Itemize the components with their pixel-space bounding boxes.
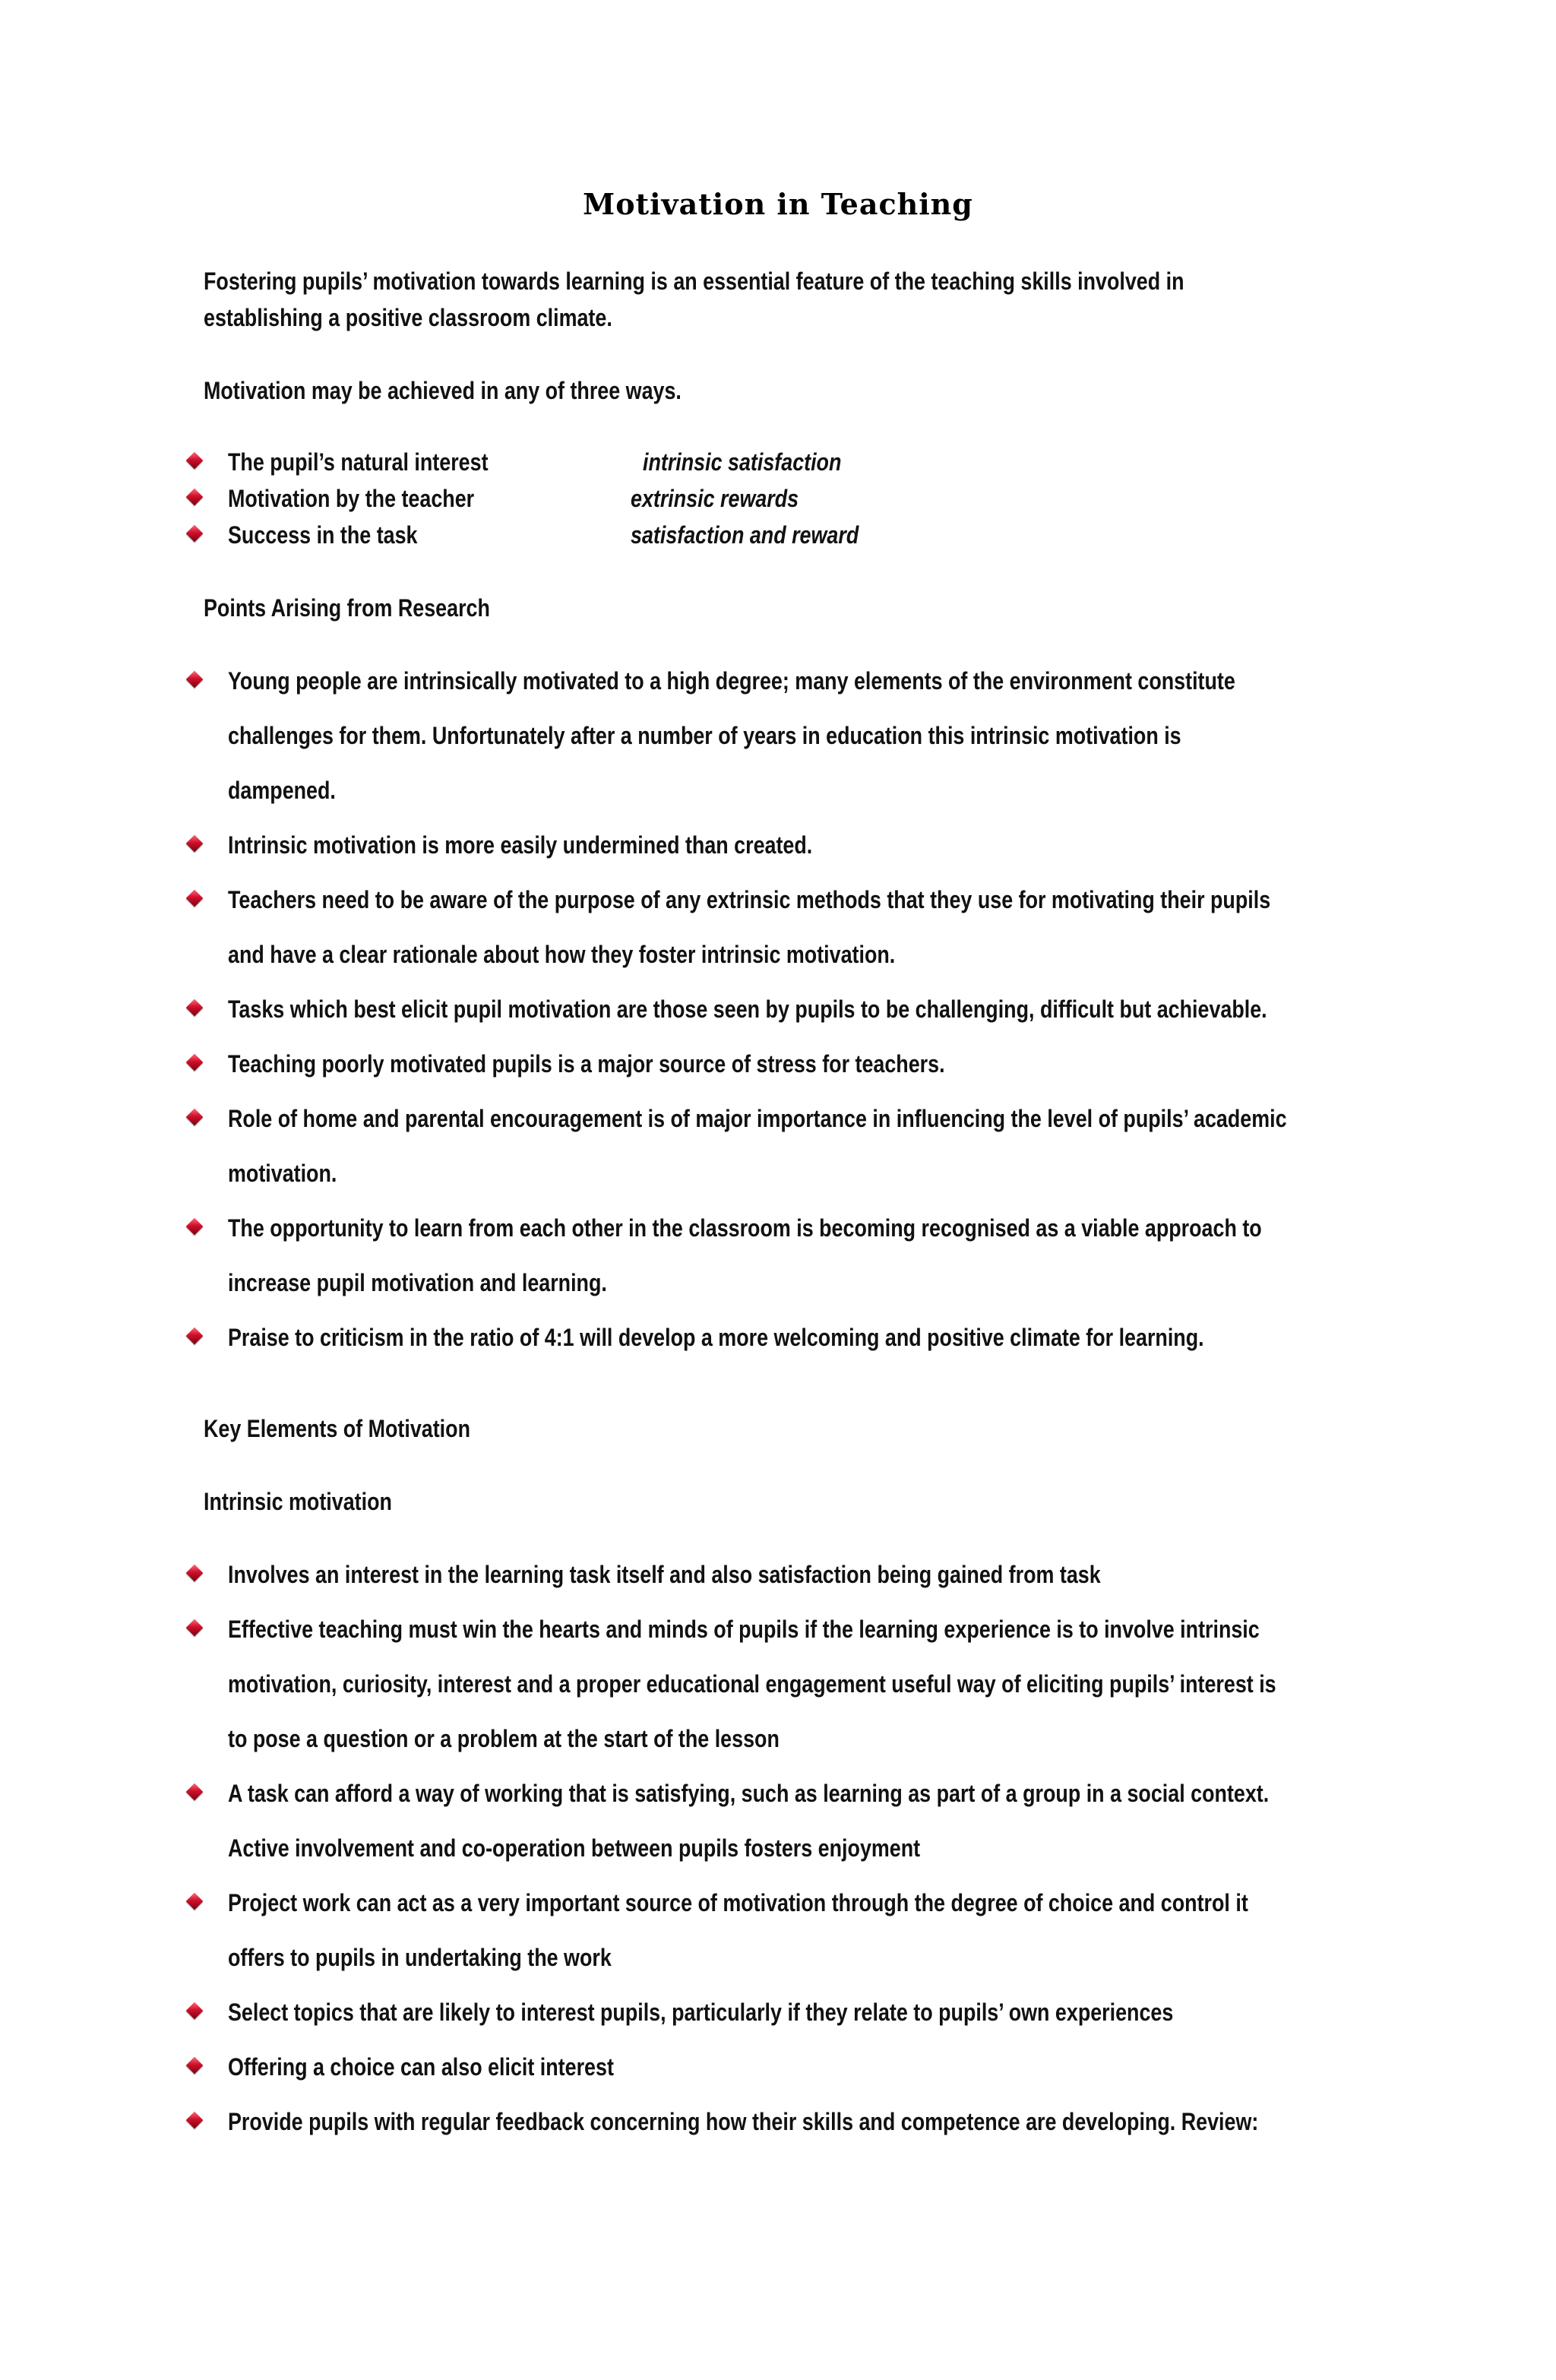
- intrinsic-point-line: A task can afford a way of working that is satisfying, such as learning as part of a group in a social context.: [228, 1780, 1270, 1807]
- red-diamond-bullet-icon: [186, 489, 204, 506]
- page-title: Motivation in Teaching: [583, 187, 973, 221]
- ways-item-label: The pupil’s natural interest: [228, 448, 489, 476]
- intrinsic-heading: Intrinsic motivation: [204, 1488, 392, 1515]
- red-diamond-bullet-icon: [186, 1783, 204, 1801]
- research-point-line: motivation.: [228, 1160, 337, 1187]
- red-diamond-bullet-icon: [186, 2002, 204, 2020]
- intrinsic-point-line: to pose a question or a problem at the start of the lesson: [228, 1725, 780, 1752]
- key-elements-heading: Key Elements of Motivation: [204, 1415, 470, 1442]
- intrinsic-point-line: motivation, curiosity, interest and a proper educational engagement useful way of eliciting pupils’ interest is: [228, 1670, 1276, 1698]
- intrinsic-point-line: Effective teaching must win the hearts and minds of pupils if the learning experience is to involve intrinsic: [228, 1616, 1260, 1643]
- ways-item-label: Motivation by the teacher: [228, 485, 475, 512]
- red-diamond-bullet-icon: [186, 1328, 204, 1345]
- intrinsic-point-line: Provide pupils with regular feedback concerning how their skills and competence are developing. Review:: [228, 2108, 1259, 2135]
- red-diamond-bullet-icon: [186, 1893, 204, 1910]
- red-diamond-bullet-icon: [186, 1054, 204, 1071]
- red-diamond-bullet-icon: [186, 1109, 204, 1126]
- red-diamond-bullet-icon: [186, 890, 204, 907]
- red-diamond-bullet-icon: [186, 671, 204, 688]
- research-point-line: Praise to criticism in the ratio of 4:1 will develop a more welcoming and positive climate for learning.: [228, 1324, 1204, 1351]
- intrinsic-point-line: Select topics that are likely to interest pupils, particularly if they relate to pupils’ own experiences: [228, 1999, 1174, 2026]
- ways-item-result: satisfaction and reward: [631, 521, 859, 549]
- intrinsic-point-line: offers to pupils in undertaking the work: [228, 1944, 612, 1971]
- research-point-line: Teachers need to be aware of the purpose of any extrinsic methods that they use for motivating their pupils: [228, 886, 1271, 913]
- red-diamond-bullet-icon: [186, 1218, 204, 1236]
- ways-item-result: intrinsic satisfaction: [643, 448, 842, 476]
- red-diamond-bullet-icon: [186, 525, 204, 543]
- intrinsic-point-line: Active involvement and co-operation between pupils fosters enjoyment: [228, 1834, 921, 1862]
- red-diamond-bullet-icon: [186, 999, 204, 1017]
- research-point-line: and have a clear rationale about how they foster intrinsic motivation.: [228, 941, 896, 968]
- research-point-line: The opportunity to learn from each other in the classroom is becoming recognised as a viable approach to: [228, 1214, 1262, 1242]
- red-diamond-bullet-icon: [186, 835, 204, 853]
- intro-line-1: Fostering pupils’ motivation towards learning is an essential feature of the teaching skills involved in: [204, 267, 1184, 295]
- red-diamond-bullet-icon: [186, 2112, 204, 2129]
- ways-intro: Motivation may be achieved in any of three ways.: [204, 377, 682, 404]
- intrinsic-point-line: Involves an interest in the learning task itself and also satisfaction being gained from task: [228, 1561, 1101, 1588]
- research-point-line: challenges for them. Unfortunately after a number of years in education this intrinsic motivation is: [228, 722, 1181, 749]
- red-diamond-bullet-icon: [186, 1619, 204, 1637]
- research-point-line: Intrinsic motivation is more easily undermined than created.: [228, 831, 813, 859]
- intrinsic-point-line: Project work can act as a very important source of motivation through the degree of choice and control it: [228, 1889, 1248, 1916]
- intrinsic-point-line: Offering a choice can also elicit interest: [228, 2053, 614, 2081]
- ways-item-label: Success in the task: [228, 521, 418, 549]
- red-diamond-bullet-icon: [186, 2057, 204, 2075]
- research-point-line: Young people are intrinsically motivated to a high degree; many elements of the environment constitute: [228, 667, 1235, 695]
- ways-item-result: extrinsic rewards: [631, 485, 799, 512]
- intro-line-2: establishing a positive classroom climate.: [204, 304, 612, 331]
- research-point-line: Tasks which best elicit pupil motivation are those seen by pupils to be challenging, difficult but achievable.: [228, 995, 1267, 1023]
- research-heading: Points Arising from Research: [204, 594, 490, 622]
- research-point-line: dampened.: [228, 777, 336, 804]
- red-diamond-bullet-icon: [186, 452, 204, 470]
- research-point-line: Teaching poorly motivated pupils is a major source of stress for teachers.: [228, 1050, 945, 1078]
- red-diamond-bullet-icon: [186, 1565, 204, 1582]
- research-point-line: increase pupil motivation and learning.: [228, 1269, 607, 1296]
- research-point-line: Role of home and parental encouragement is of major importance in influencing the level of pupils’ academic: [228, 1105, 1287, 1132]
